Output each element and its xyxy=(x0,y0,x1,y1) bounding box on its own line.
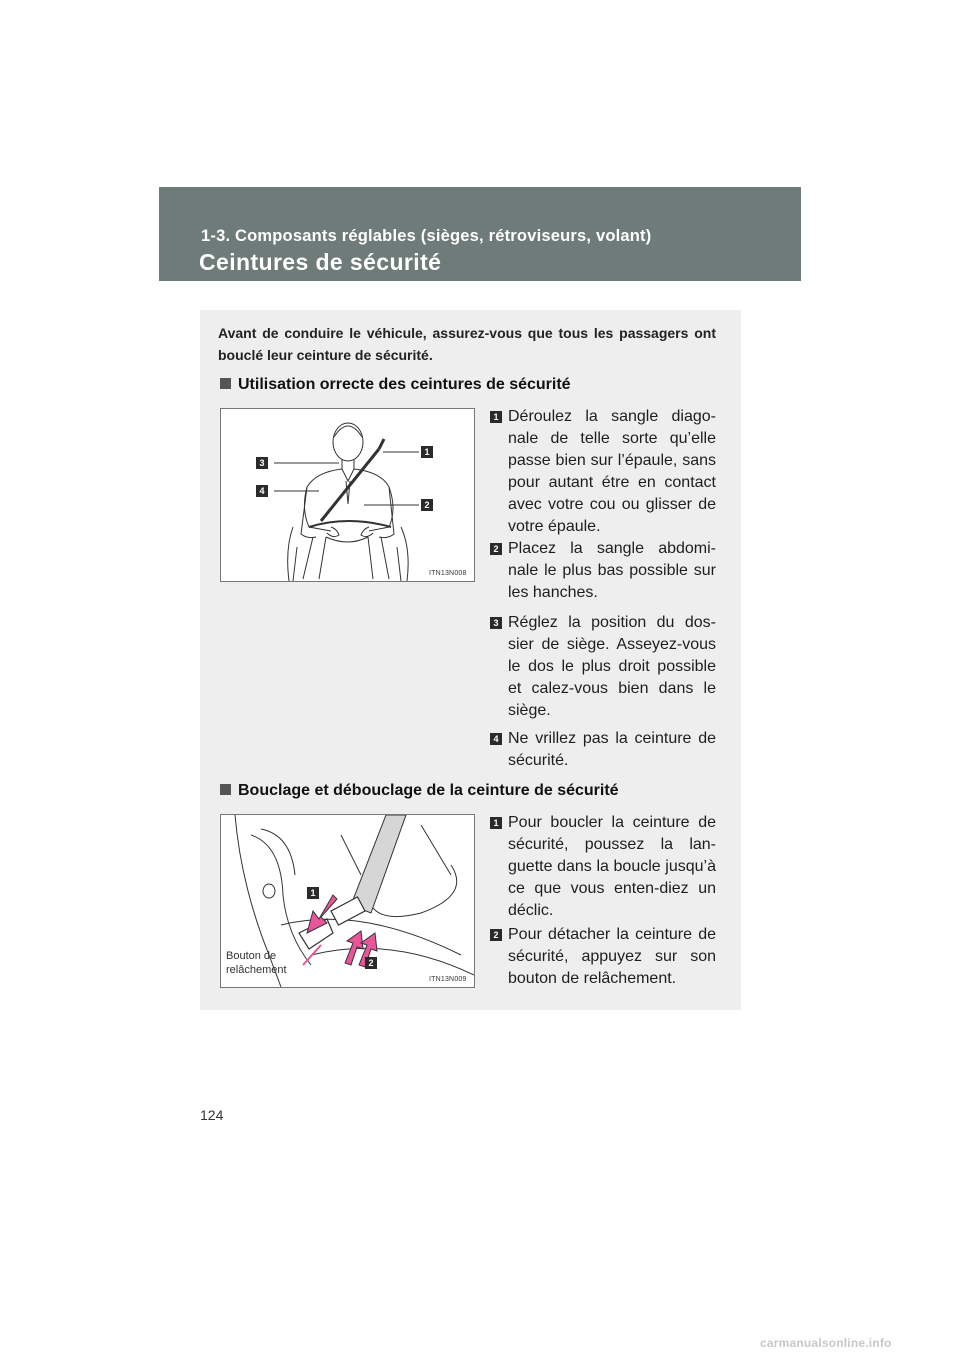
section-label: 1-3. Composants réglables (sièges, rétroviseurs, volant) xyxy=(201,227,652,245)
section1-step-3 xyxy=(490,612,716,722)
callout-4: 4 xyxy=(256,485,268,497)
step-number: 4 xyxy=(490,733,502,745)
section2-heading: Bouclage et débouclage de la ceinture de sécurité xyxy=(220,782,619,800)
step-number: 1 xyxy=(490,817,502,829)
buckle-figure xyxy=(220,814,475,988)
watermark: carmanualsonline.info xyxy=(760,1336,892,1350)
step-text: Pour détacher la ceinture de sécurité, appuyez sur son bouton de relâchement. xyxy=(508,926,716,987)
section1-step-2 xyxy=(490,538,716,604)
step-number: 1 xyxy=(490,411,502,423)
square-bullet-icon xyxy=(220,784,231,795)
content-box xyxy=(200,310,741,1010)
section1-heading: Utilisation orrecte des ceintures de sécurité xyxy=(220,376,571,394)
step-number: 3 xyxy=(490,617,502,629)
square-bullet-icon xyxy=(220,378,231,389)
section2-step-1 xyxy=(490,812,716,922)
callout-2: 2 xyxy=(365,957,377,969)
step-number: 2 xyxy=(490,929,502,941)
figure-code: ITN13N009 xyxy=(429,976,467,983)
step-text: Pour boucler la ceinture de sécurité, poussez la lan-guette dans la boucle jusqu’à ce que vous enten-diez un déclic. xyxy=(508,814,716,919)
seated-passenger-figure xyxy=(220,408,475,582)
step-text: Ne vrillez pas la ceinture de sécurité. xyxy=(508,730,716,769)
intro-text: Avant de conduire le véhicule, assurez-vous que tous les passagers ont bouclé leur ceinture de sécurité. xyxy=(218,325,716,363)
callout-2: 2 xyxy=(421,499,433,511)
page-number: 124 xyxy=(200,1107,224,1123)
section2-step-2 xyxy=(490,924,716,990)
section1-step-1 xyxy=(490,406,716,538)
figure-code: ITN13N008 xyxy=(429,570,467,577)
section1-step-4 xyxy=(490,728,716,772)
step-text: Déroulez la sangle diago-nale de telle sorte qu’elle passe bien sur l’épaule, sans pour autant étre en contact avec votre cou ou glisser de votre épaule. xyxy=(508,408,716,535)
chapter-header xyxy=(159,187,801,281)
callout-1: 1 xyxy=(421,446,433,458)
step-text: Réglez la position du dos-sier de siège. Asseyez-vous le dos le plus droit possible et calez-vous bien dans le siège. xyxy=(508,614,716,719)
release-button-label: Bouton de relâchement xyxy=(226,950,287,976)
step-text: Placez la sangle abdomi-nale le plus bas possible sur les hanches. xyxy=(508,540,716,601)
step-number: 2 xyxy=(490,543,502,555)
page-title: Ceintures de sécurité xyxy=(199,249,442,275)
callout-1: 1 xyxy=(307,887,319,899)
callout-3: 3 xyxy=(256,457,268,469)
